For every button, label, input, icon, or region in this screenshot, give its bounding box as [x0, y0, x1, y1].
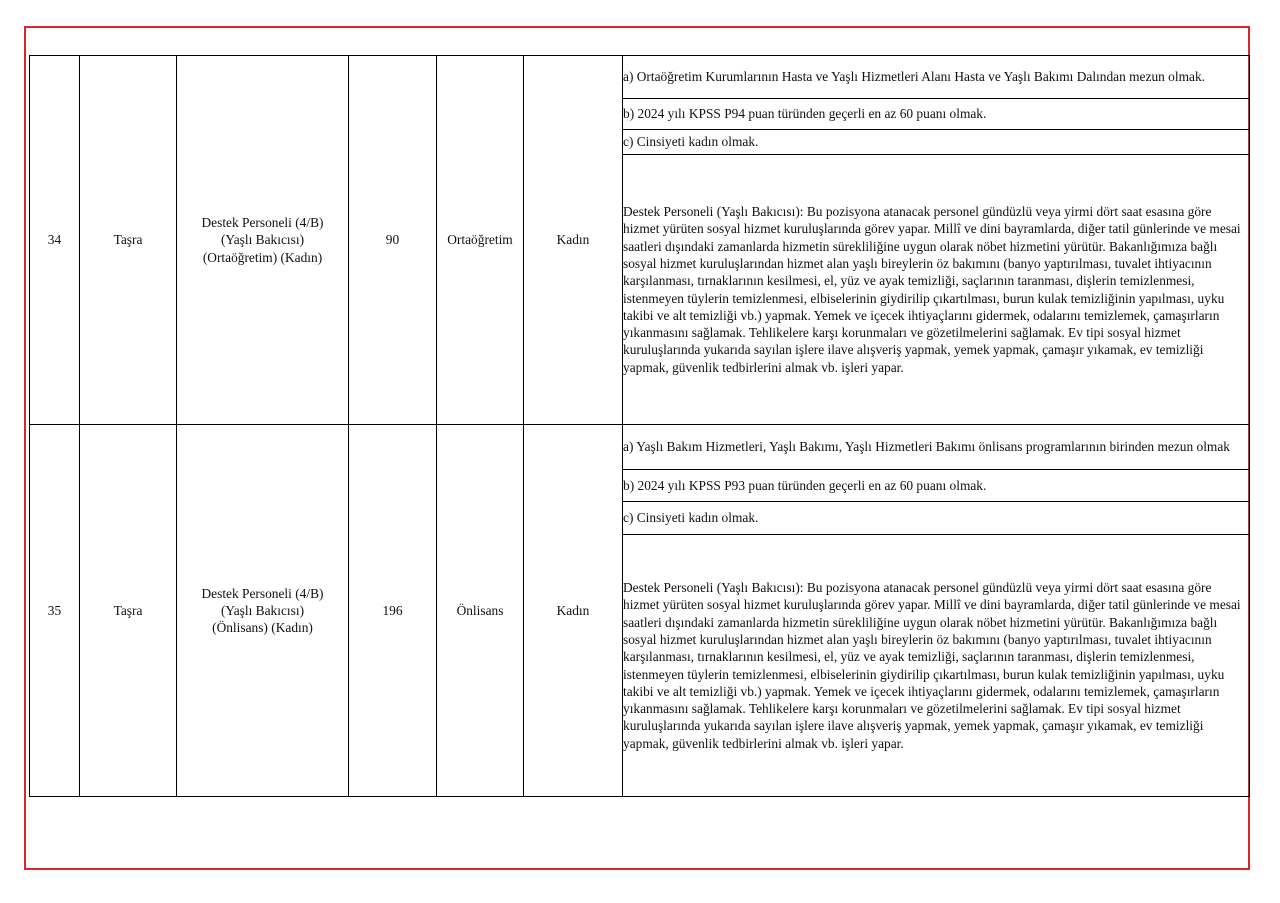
row-number: 35: [30, 425, 80, 797]
table-row: [30, 425, 1250, 470]
education-cell: Önlisans: [437, 425, 524, 797]
location-cell: Taşra: [80, 56, 177, 425]
requirement-a: a) Ortaöğretim Kurumlarının Hasta ve Yaşlı Hizmetleri Alanı Hasta ve Yaşlı Bakımı Dalından mezun olmak.: [623, 56, 1250, 99]
job-description: Destek Personeli (Yaşlı Bakıcısı): Bu pozisyona atanacak personel gündüzlü veya yirmi dört saat esasına göre hizmet yürüten sosyal hizmet kuruluşlarında görev yapar. Millî ve dini bayramlarda, diğer tatil günlerinde ve mesai saatleri dışındaki zamanlarda hizmetin sürekliliğine uygun olarak nöbet hizmetini yürütür. Bakanlığımıza bağlı sosyal hizmet kuruluşlarından hizmet alan yaşlı bireylerin öz bakımını (banyo yaptırılması, tuvalet ihtiyacının karşılanması, tırnaklarının kesilmesi, el, yüz ve ayak temizliği, saçlarının taranması, dişlerin temizlenmesi, istenmeyen tüylerin temizlenmesi, elbiselerinin giydirilip çıkartılması, burun kulak temizliğinin yapılması, uyku takibi ve alt temizliği vb.) yapmak. Yemek ve içecek ihtiyaçlarını gidermek, odalarını temizlemek, çamaşırların yıkanmasını sağlamak. Tehlikelere karşı korunmaları ve gözetilmelerini sağlamak. Ev tipi sosyal hizmet kuruluşlarında yukarıda sayılan işlere ilave alışveriş yapmak, yemek yapmak, çamaşır yıkamak, ev temizliği yapmak, güvenlik tedbirlerini almak vb. işleri yapar.: [623, 535, 1250, 797]
job-description: Destek Personeli (Yaşlı Bakıcısı): Bu pozisyona atanacak personel gündüzlü veya yirmi dört saat esasına göre hizmet yürüten sosyal hizmet kuruluşlarında görev yapar. Millî ve dini bayramlarda, diğer tatil günlerinde ve mesai saatleri dışındaki zamanlarda hizmetin sürekliliğine uygun olarak nöbet hizmetini yürütür. Bakanlığımıza bağlı sosyal hizmet kuruluşlarından hizmet alan yaşlı bireylerin öz bakımını (banyo yaptırılması, tuvalet ihtiyacının karşılanması, tırnaklarının kesilmesi, el, yüz ve ayak temizliği, saçlarının taranması, dişlerin temizlenmesi, istenmeyen tüylerin temizlenmesi, elbiselerinin giydirilip çıkartılması, burun kulak temizliğinin yapılması, uyku takibi ve alt temizliği vb.) yapmak. Yemek ve içecek ihtiyaçlarını gidermek, odalarını temizlemek, çamaşırların yıkanmasını sağlamak. Tehlikelere karşı korunmaları ve gözetilmelerini sağlamak. Ev tipi sosyal hizmet kuruluşlarında yukarıda sayılan işlere ilave alışveriş yapmak, yemek yapmak, çamaşır yıkamak, ev temizliği yapmak, güvenlik tedbirlerini almak vb. işleri yapar.: [623, 155, 1250, 425]
location-cell: Taşra: [80, 425, 177, 797]
position-table: [29, 55, 1250, 797]
requirement-c: c) Cinsiyeti kadın olmak.: [623, 502, 1250, 535]
quota-cell: 90: [349, 56, 437, 425]
row-number: 34: [30, 56, 80, 425]
requirement-a: a) Yaşlı Bakım Hizmetleri, Yaşlı Bakımı, Yaşlı Hizmetleri Bakımı önlisans programlarının birinden mezun olmak: [623, 425, 1250, 470]
education-cell: Ortaöğretim: [437, 56, 524, 425]
gender-cell: Kadın: [524, 425, 623, 797]
requirement-b: b) 2024 yılı KPSS P93 puan türünden geçerli en az 60 puanı olmak.: [623, 470, 1250, 502]
requirement-c: c) Cinsiyeti kadın olmak.: [623, 130, 1250, 155]
position-title-cell: Destek Personeli (4/B) (Yaşlı Bakıcısı) (Ortaöğretim) (Kadın): [177, 56, 349, 425]
gender-cell: Kadın: [524, 56, 623, 425]
requirement-b: b) 2024 yılı KPSS P94 puan türünden geçerli en az 60 puanı olmak.: [623, 99, 1250, 130]
table-row: [30, 56, 1250, 99]
quota-cell: 196: [349, 425, 437, 797]
position-title-cell: Destek Personeli (4/B) (Yaşlı Bakıcısı) (Önlisans) (Kadın): [177, 425, 349, 797]
